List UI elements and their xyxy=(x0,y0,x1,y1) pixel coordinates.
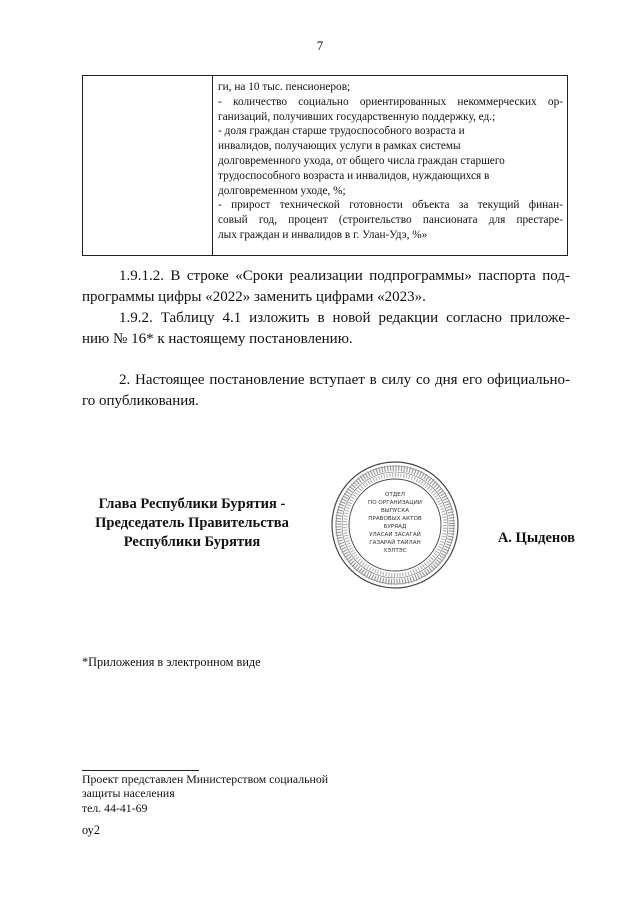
table-line: инвалидов, получающих услуги в рамках системы xyxy=(218,140,461,153)
table-line: трудоспособного возраста и инвалидов, нуждающихся в xyxy=(218,169,490,182)
page-number: 7 xyxy=(316,38,324,53)
paragraph-line: го опубликования. xyxy=(82,393,199,409)
appendix-note: *Приложения в электронном виде xyxy=(82,655,261,669)
table-line: ги, на 10 тыс. пенсионеров; xyxy=(218,81,351,93)
seal-line: ГАЗАРАЙ ТАЙЛАН xyxy=(369,540,421,546)
seal-line: ПРАВОВЫХ АКТОВ xyxy=(368,516,422,522)
paragraph-line: 1.9.1.2. В строке «Сроки реализации подпрограммы» паспорта под- xyxy=(119,268,570,284)
paragraph-line: нию № 16* к настоящему постановлению. xyxy=(82,331,353,347)
table-cell-indicators xyxy=(218,80,563,243)
footer-note xyxy=(82,772,402,815)
seal-line: ОТДЕЛ xyxy=(385,492,405,498)
table-line: долговременного ухода, от общего числа граждан старшего xyxy=(218,154,505,167)
table-line: долговременном уходе, %; xyxy=(218,184,346,197)
signer-title-line: Председатель Правительства xyxy=(95,515,289,531)
table-line: лых граждан и инвалидов в г. Улан-Удэ, %» xyxy=(218,228,428,241)
signer-title xyxy=(82,495,302,552)
paragraph-line: 2. Настоящее постановление вступает в силу со дня его официально- xyxy=(119,372,570,388)
signer-name: А. Цыденов xyxy=(497,530,575,546)
paragraph-1-9-1-2 xyxy=(82,266,570,308)
official-seal-stamp xyxy=(330,460,460,590)
signer-title-line: Республики Бурятия xyxy=(123,534,261,550)
paragraph-1-9-2 xyxy=(82,308,570,350)
seal-line: УЛАСАЙ ЗАСАГАЙ xyxy=(369,532,421,538)
footer-line: защиты населения xyxy=(82,786,175,801)
table-line: - прирост технической готовности объекта за текущий финан- xyxy=(218,199,563,212)
indicators-table xyxy=(82,75,568,256)
document-code: оу2 xyxy=(82,823,100,837)
table-divider xyxy=(212,76,213,255)
footer-line: тел. 44-41-69 xyxy=(82,800,148,815)
paragraph-2 xyxy=(82,370,570,412)
seal-line: ВЫПУСКА xyxy=(380,508,410,514)
table-line: ганизаций, получивших государственную поддержку, ед.; xyxy=(218,110,496,123)
table-line: - количество социально ориентированных некоммерческих ор- xyxy=(218,95,563,108)
footer-line: Проект представлен Министерством социальной xyxy=(82,772,329,786)
footer-rule xyxy=(82,770,199,771)
table-line: - доля граждан старше трудоспособного возраста и xyxy=(218,125,465,138)
table-line: совый год, процент (строительство пансионата для престаре- xyxy=(218,214,563,227)
signer-title-line: Глава Республики Бурятия - xyxy=(98,496,286,512)
paragraph-line: 1.9.2. Таблицу 4.1 изложить в новой редакции согласно приложе- xyxy=(119,310,570,326)
seal-line: БУРЯАД xyxy=(383,524,407,530)
seal-line: ХЭЛТЭС xyxy=(383,548,407,554)
paragraph-line: программы цифры «2022» заменить цифрами «2023». xyxy=(82,289,426,305)
seal-line: ПО ОРГАНИЗАЦИИ xyxy=(368,500,422,506)
